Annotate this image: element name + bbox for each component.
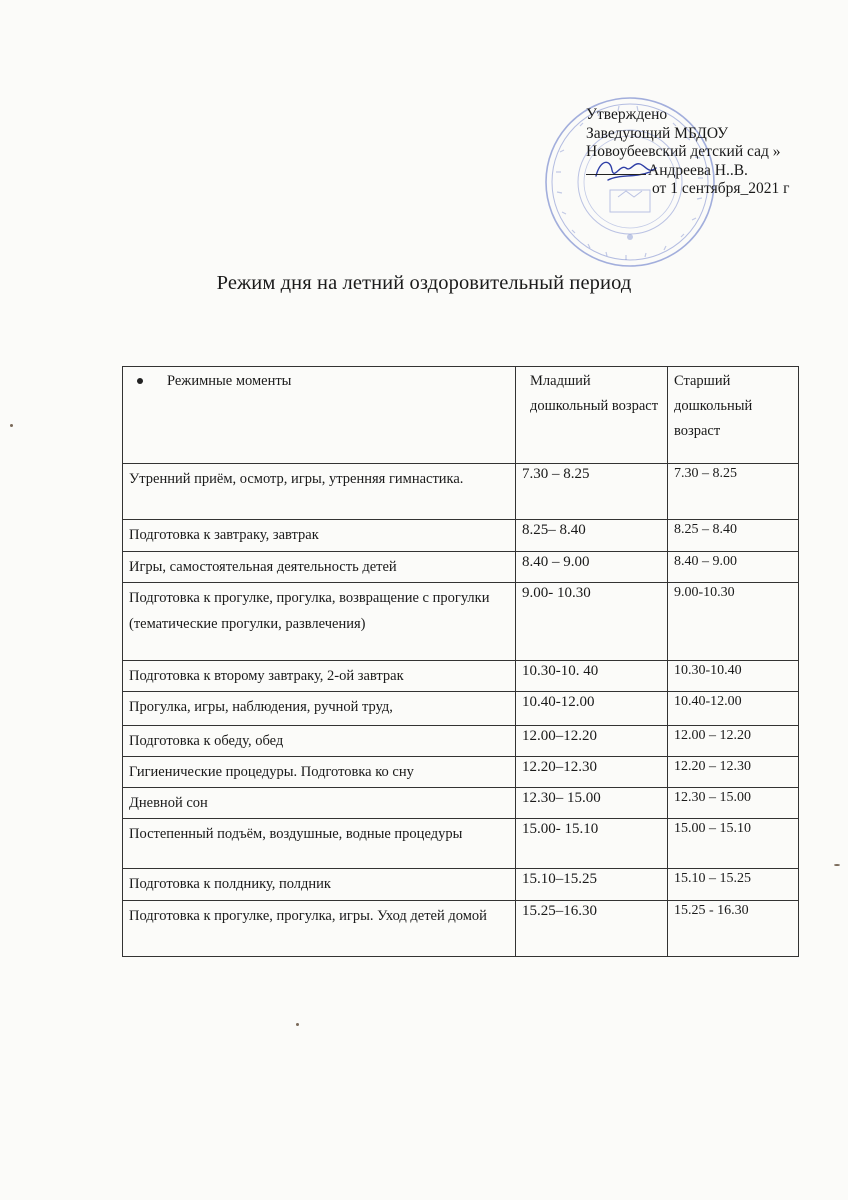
junior-time-cell: 10.40-12.00: [516, 692, 668, 726]
activity-cell: Подготовка к второму завтраку, 2-ой завтрак: [123, 661, 516, 692]
header-activity: Режимные моменты: [123, 367, 516, 464]
activity-cell: Дневной сон: [123, 788, 516, 819]
table-row: [123, 788, 799, 819]
senior-time-cell: 7.30 – 8.25: [668, 464, 799, 520]
scan-speck: [834, 864, 840, 866]
junior-time-cell: 12.20–12.30: [516, 757, 668, 788]
junior-time-cell: 8.25– 8.40: [516, 520, 668, 552]
scan-speck: [296, 1023, 299, 1026]
activity-cell: Игры, самостоятельная деятельность детей: [123, 552, 516, 583]
header-senior: Старший дошкольный возраст: [668, 367, 799, 464]
table-row: [123, 757, 799, 788]
bullet-icon: [137, 378, 143, 384]
activity-cell: Подготовка к полднику, полдник: [123, 869, 516, 901]
senior-time-cell: 15.10 – 15.25: [668, 869, 799, 901]
activity-cell: Прогулка, игры, наблюдения, ручной труд,: [123, 692, 516, 726]
table-row: [123, 901, 799, 957]
approval-position: Заведующий МБДОУ: [586, 124, 729, 142]
table-row: [123, 552, 799, 583]
junior-time-cell: 9.00- 10.30: [516, 583, 668, 661]
table-row: [123, 819, 799, 869]
approval-block: [586, 106, 790, 199]
activity-cell: Гигиенические процедуры. Подготовка ко сну: [123, 757, 516, 788]
approval-date: от 1 сентября_2021 г: [652, 180, 790, 197]
junior-time-cell: 12.00–12.20: [516, 726, 668, 757]
activity-cell: Подготовка к прогулке, прогулка, игры. Уход детей домой: [123, 901, 516, 957]
table-body: [123, 464, 799, 957]
senior-time-cell: 15.00 – 15.10: [668, 819, 799, 869]
junior-time-cell: 15.10–15.25: [516, 869, 668, 901]
senior-time-cell: 12.30 – 15.00: [668, 788, 799, 819]
approval-signatory: [586, 162, 790, 181]
junior-time-cell: 10.30-10. 40: [516, 661, 668, 692]
senior-time-cell: 12.00 – 12.20: [668, 726, 799, 757]
senior-time-cell: 8.40 – 9.00: [668, 552, 799, 583]
senior-time-cell: 10.40-12.00: [668, 692, 799, 726]
approval-name: Андреева Н..В.: [648, 161, 748, 179]
junior-time-cell: 12.30– 15.00: [516, 788, 668, 819]
table-row: [123, 726, 799, 757]
junior-time-cell: 15.25–16.30: [516, 901, 668, 957]
table-row: [123, 661, 799, 692]
scan-speck: [10, 424, 13, 427]
activity-cell: Утренний приём, осмотр, игры, утренняя гимнастика.: [123, 464, 516, 520]
senior-time-cell: 12.20 – 12.30: [668, 757, 799, 788]
document-title: Режим дня на летний оздоровительный период: [216, 272, 632, 294]
table-row: [123, 869, 799, 901]
approval-line: Утверждено: [586, 106, 668, 123]
signature-line: [586, 174, 646, 175]
activity-cell: Подготовка к обеду, обед: [123, 726, 516, 757]
senior-time-cell: 10.30-10.40: [668, 661, 799, 692]
junior-time-cell: 8.40 – 9.00: [516, 552, 668, 583]
senior-time-cell: 9.00-10.30: [668, 583, 799, 661]
junior-time-cell: 7.30 – 8.25: [516, 464, 668, 520]
table-row: [123, 464, 799, 520]
activity-cell: Постепенный подъём, воздушные, водные процедуры: [123, 819, 516, 869]
approval-organization: Новоубеевский детский сад »: [586, 143, 781, 160]
activity-cell: Подготовка к завтраку, завтрак: [123, 520, 516, 552]
senior-time-cell: 15.25 - 16.30: [668, 901, 799, 957]
table-row: [123, 692, 799, 726]
schedule-table: [122, 366, 799, 957]
table-row: [123, 583, 799, 661]
senior-time-cell: 8.25 – 8.40: [668, 520, 799, 552]
table-row: [123, 520, 799, 552]
table-header-row: [123, 367, 799, 464]
activity-cell: Подготовка к прогулке, прогулка, возвращение с прогулки (тематические прогулки, развлечения): [123, 583, 516, 661]
junior-time-cell: 15.00- 15.10: [516, 819, 668, 869]
header-junior: Младший дошкольный возраст: [516, 367, 668, 464]
